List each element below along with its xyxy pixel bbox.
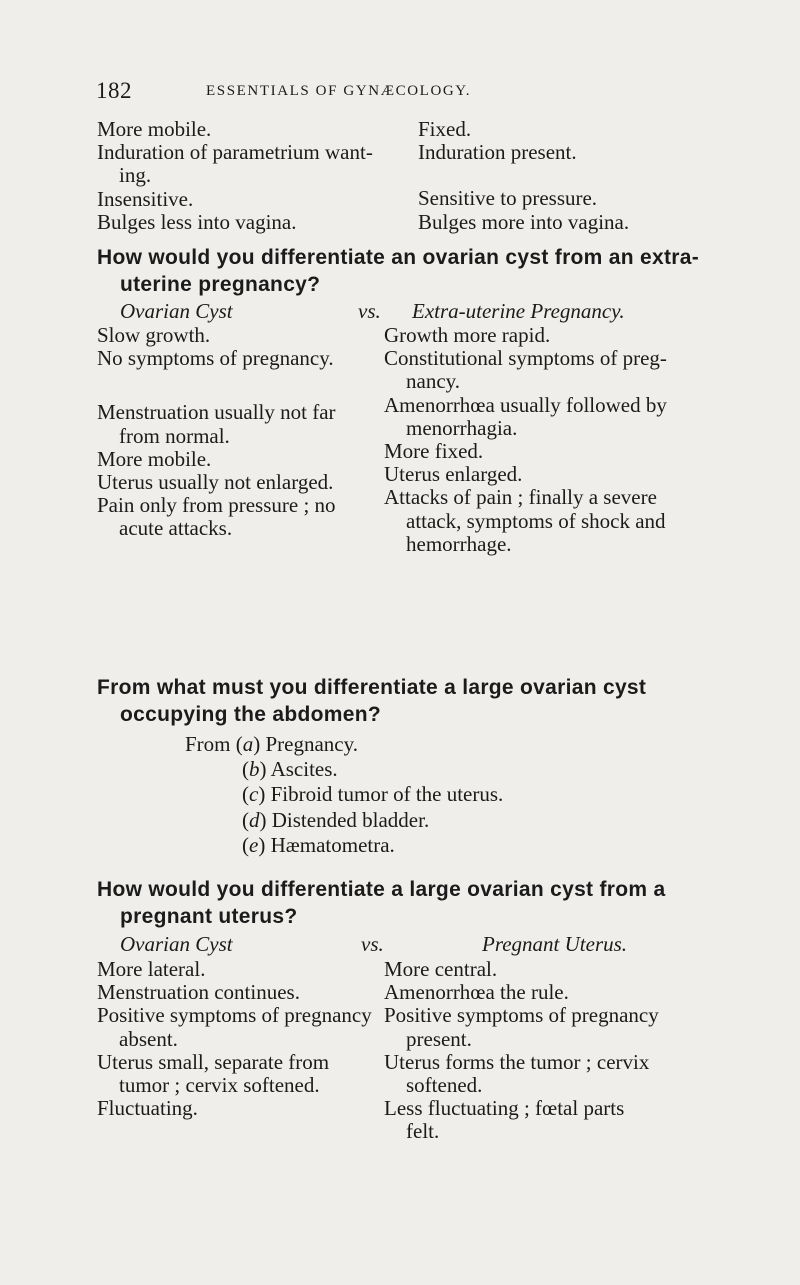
question-ectopic-pregnancy: How would you differentiate an ovarian cyst from an extra- uterine pregnancy? (97, 246, 700, 296)
q1-right-item: More fixed. (384, 439, 484, 464)
q1-left-item: Pain only from pressure ; no acute attacks. (97, 493, 336, 541)
q3-right-item: Uterus forms the tumor ; cervix softened. (384, 1049, 650, 1098)
q3-right-item: Amenorrhœa the rule. (384, 980, 569, 1005)
differential-list (185, 732, 503, 858)
q3-left-item: Fluctuating. (97, 1096, 198, 1121)
q3-right-column (384, 958, 659, 1144)
list-item: (d) Distended bladder. (242, 807, 430, 832)
q1-right-column (384, 324, 667, 556)
q1-right-item: Amenorrhœa usually followed by menorrhagia. (384, 392, 667, 440)
running-head: ESSENTIALS OF GYNÆCOLOGY. (206, 83, 472, 99)
q3-left-item: Menstruation continues. (97, 980, 300, 1005)
block1-right-item: Induration present. (418, 140, 577, 165)
block1-right-column (418, 118, 629, 234)
q3-left-item: More lateral. (97, 957, 206, 981)
list-item: (b) Ascites. (242, 757, 338, 782)
q1-right-item: Growth more rapid. (384, 323, 551, 347)
block1-right-item: Bulges more into vagina. (418, 209, 630, 234)
q3-left-item: Uterus small, separate from tumor ; cervix softened. (97, 1049, 330, 1098)
q3-left-column (97, 958, 372, 1120)
block1-left-item: Insensitive. (97, 186, 194, 211)
q3-left-item: Positive symptoms of pregnancy absent. (97, 1003, 372, 1051)
page-number: 182 (96, 78, 132, 103)
list-item: (e) Hæmatometra. (242, 832, 395, 857)
q1-left-item: Slow growth. (97, 323, 211, 347)
spacer (418, 164, 629, 187)
q1-left-item: Uterus usually not enlarged. (97, 470, 334, 495)
block1-left-column (97, 118, 373, 234)
block1-left-item: More mobile. (97, 117, 212, 141)
q1-right-item: Uterus enlarged. (384, 462, 523, 487)
question-large-ovarian-cyst: From what must you differentiate a large ovarian cyst occupying the abdomen? (97, 676, 647, 726)
q3-left-heading: Ovarian Cyst (120, 932, 233, 956)
q1-right-heading: Extra-uterine Pregnancy. (412, 299, 625, 323)
block1-left-item: Bulges less into vagina. (97, 209, 297, 234)
q3-right-item: More central. (384, 957, 498, 981)
q1-right-item: Attacks of pain ; finally a severe attack, symptoms of shock and hemorrhage. (384, 485, 666, 556)
block1-right-item: Sensitive to pressure. (418, 186, 598, 211)
block1-left-item: Induration of parametrium want- ing. (97, 140, 373, 188)
q1-left-heading: Ovarian Cyst (120, 299, 233, 323)
list-item: (c) Fibroid tumor of the uterus. (242, 782, 504, 807)
q3-right-item: Positive symptoms of pregnancy present. (384, 1003, 659, 1051)
q1-vs: vs. (358, 299, 381, 323)
q3-right-heading: Pregnant Uterus. (482, 932, 628, 956)
q1-left-column (97, 324, 336, 541)
q1-left-item: Menstruation usually not far from normal. (97, 400, 336, 448)
q3-vs: vs. (361, 932, 384, 956)
q1-left-item: More mobile. (97, 446, 212, 471)
spacer (97, 370, 336, 401)
q1-left-item: No symptoms of pregnancy. (97, 346, 334, 371)
block1-right-item: Fixed. (418, 117, 472, 141)
q1-right-item: Constitutional symptoms of preg- nancy. (384, 346, 667, 394)
q3-right-item: Less fluctuating ; fœtal parts felt. (384, 1096, 625, 1144)
question-pregnant-uterus: How would you differentiate a large ovarian cyst from a pregnant uterus? (97, 878, 666, 928)
list-item: From (a) Pregnancy. (185, 732, 359, 756)
